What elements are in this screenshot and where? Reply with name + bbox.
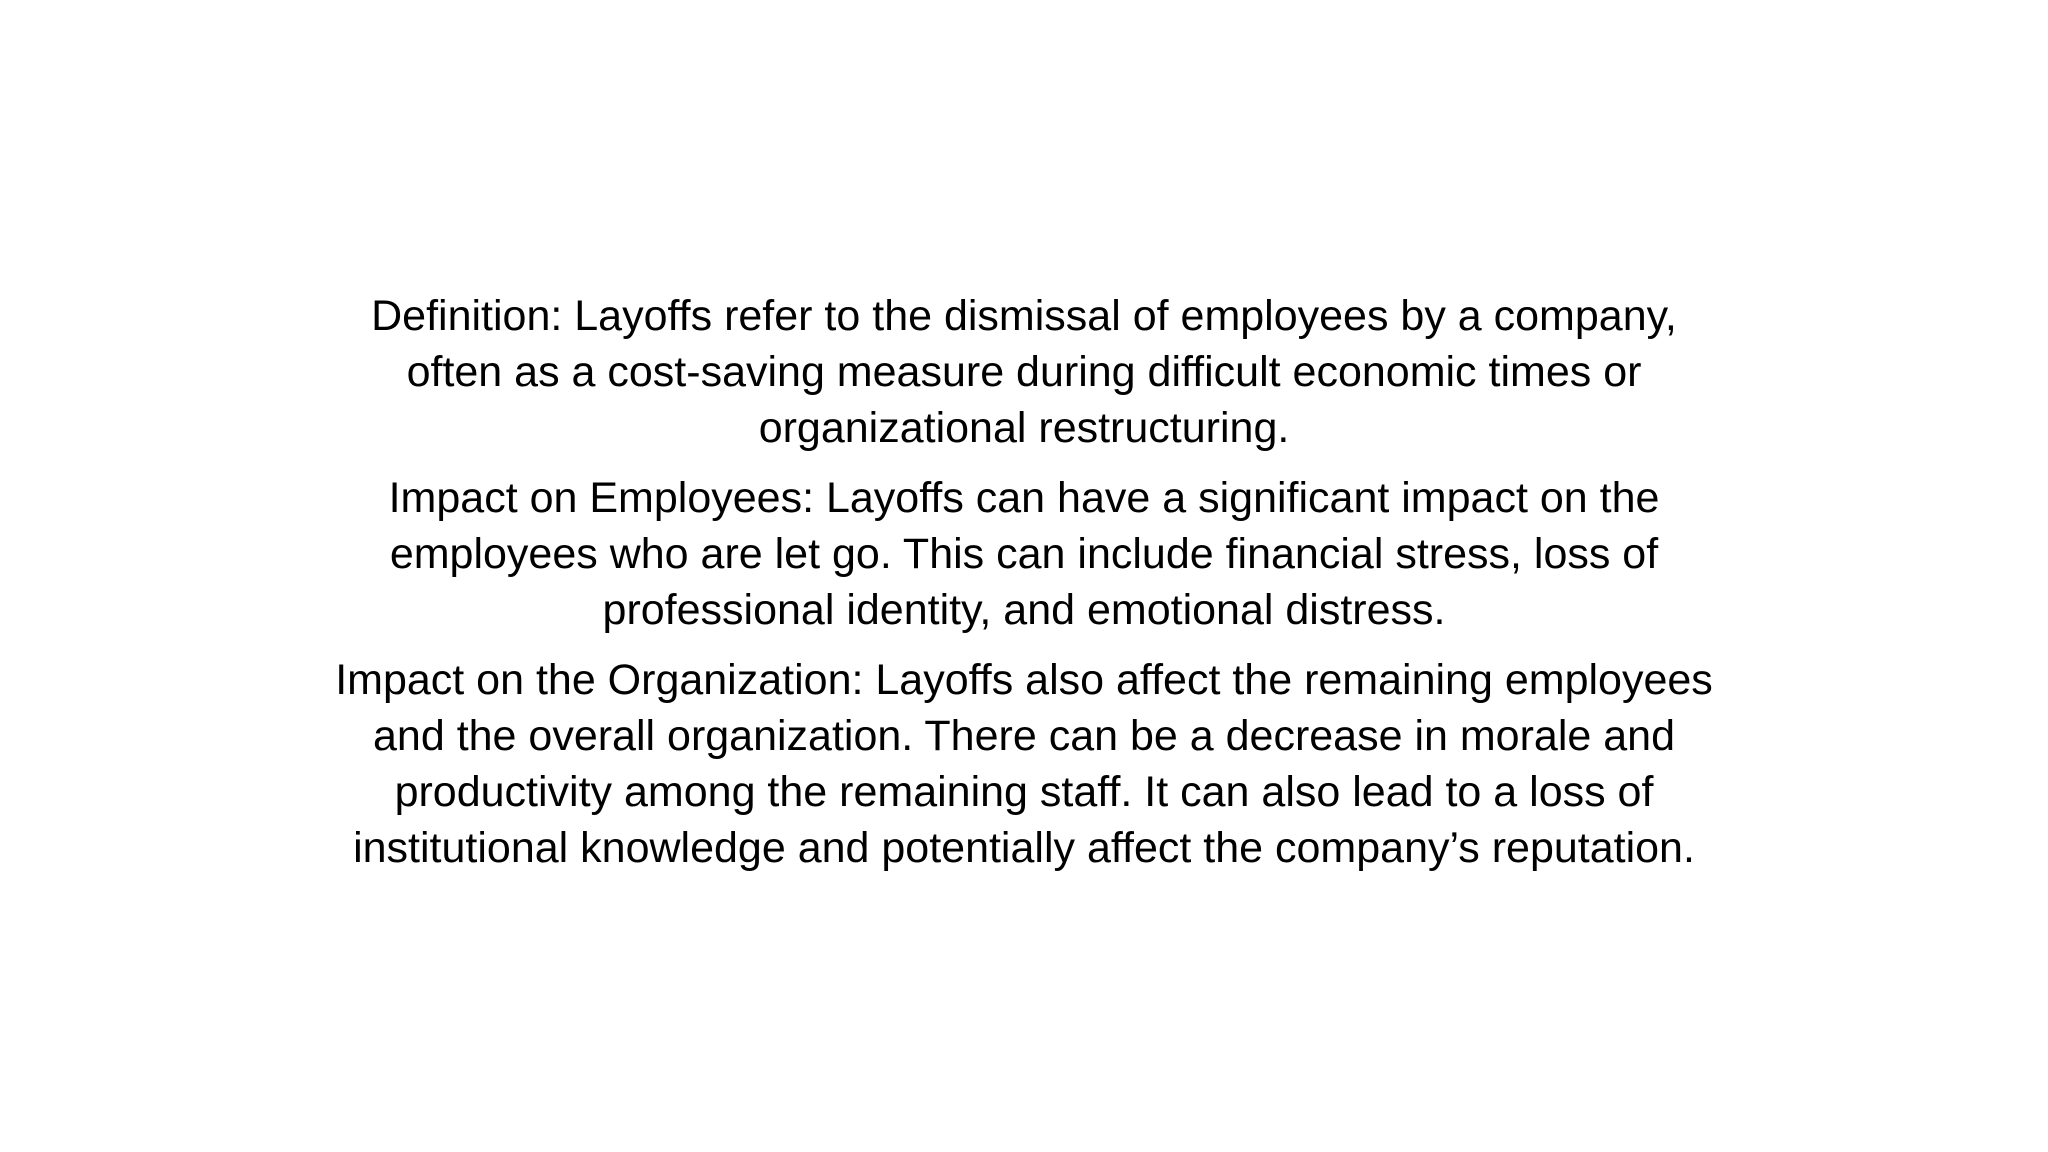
text-line: Impact on Employees: Layoffs can have a significant impact on the — [388, 474, 1660, 522]
impact-on-organization-paragraph — [240, 652, 1808, 876]
text-line: Definition: Layoffs refer to the dismissal of employees by a company, — [371, 292, 1677, 340]
text-line: Impact on the Organization: Layoffs also affect the remaining employees — [335, 656, 1713, 704]
text-line: organizational restructuring. — [758, 404, 1290, 452]
text-line: and the overall organization. There can be a decrease in morale and — [373, 712, 1675, 760]
slide-body — [240, 288, 1808, 890]
text-line: employees who are let go. This can include financial stress, loss of — [389, 530, 1659, 578]
text-line: often as a cost-saving measure during difficult economic times or — [406, 348, 1642, 396]
definition-paragraph — [240, 288, 1808, 456]
text-line: professional identity, and emotional distress. — [602, 586, 1446, 634]
text-line: institutional knowledge and potentially affect the company’s reputation. — [353, 824, 1695, 872]
text-line: productivity among the remaining staff. It can also lead to a loss of — [394, 768, 1654, 816]
impact-on-employees-paragraph — [240, 470, 1808, 638]
